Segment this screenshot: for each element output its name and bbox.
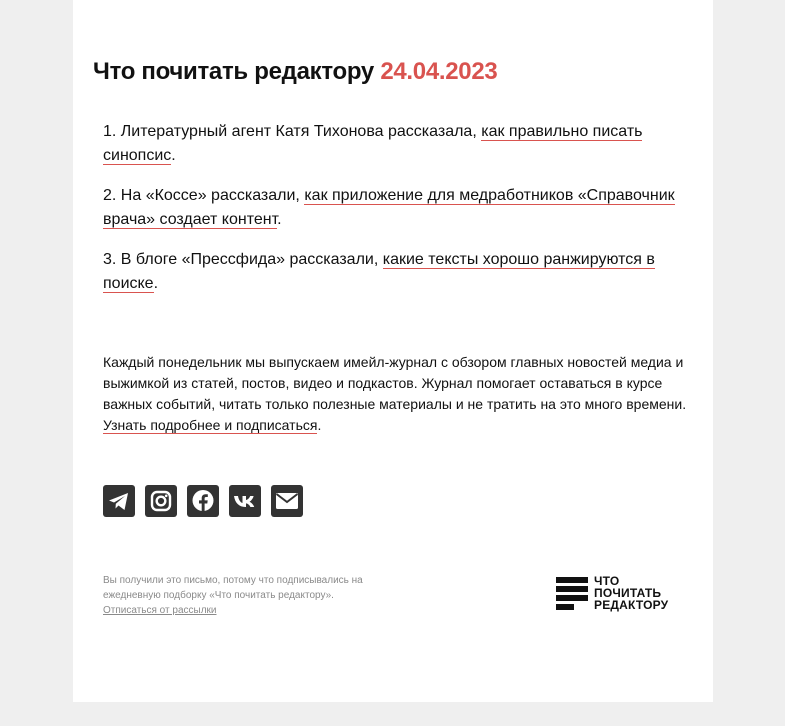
list-item xyxy=(103,184,693,232)
title-text: Что почитать редактору xyxy=(93,58,374,85)
social-links xyxy=(103,485,303,517)
brand-logo[interactable] xyxy=(556,575,686,613)
article-list xyxy=(103,120,693,312)
footer-note xyxy=(103,573,403,618)
newsletter-description xyxy=(103,352,693,436)
logo-text xyxy=(594,575,668,611)
article-link[interactable]: какие тексты хорошо ранжируются в поиске xyxy=(103,251,655,292)
item-text: 1. Литературный агент Катя Тихонова рассказала, xyxy=(103,123,482,140)
description-suffix: . xyxy=(317,417,322,433)
item-suffix: . xyxy=(277,211,282,228)
item-text: 2. На «Коссе» рассказали, xyxy=(103,187,305,204)
item-suffix: . xyxy=(171,147,176,164)
logo-line-2: ПОЧИТАТЬ xyxy=(594,586,662,600)
item-suffix: . xyxy=(153,275,159,292)
facebook-icon[interactable] xyxy=(187,485,219,517)
logo-line-3: РЕДАКТОРУ xyxy=(594,598,669,612)
list-item xyxy=(103,248,693,296)
logo-line-1: ЧТО xyxy=(594,574,620,588)
item-text: 3. В блоге «Прессфида» рассказали, xyxy=(103,251,383,268)
page-title xyxy=(93,58,497,86)
subscribe-link[interactable]: Узнать подробнее и подписаться xyxy=(103,417,318,433)
instagram-icon[interactable] xyxy=(145,485,177,517)
issue-date: 24.04.2023 xyxy=(380,58,498,85)
list-item xyxy=(103,120,693,168)
footer-text: Вы получили это письмо, потому что подписывались на ежедневную подборку «Что почитать редактору». xyxy=(103,575,363,601)
telegram-icon[interactable] xyxy=(103,485,135,517)
newsletter-card xyxy=(73,0,713,702)
logo-bars-icon xyxy=(556,577,588,611)
email-icon[interactable] xyxy=(271,485,303,517)
vk-icon[interactable] xyxy=(229,485,261,517)
unsubscribe-link[interactable]: Отписаться от рассылки xyxy=(103,605,217,616)
description-text: Каждый понедельник мы выпускаем имейл-журнал с обзором главных новостей медиа и выжимкой из статей, постов, видео и подкастов. Журнал помогает оставаться в курсе важных событий, читать только полезные материалы и не тратить на это много времени. xyxy=(103,354,687,412)
article-link[interactable]: как правильно писать синопсис xyxy=(103,123,643,164)
article-link[interactable]: как приложение для медработников «Справочник врача» создает контент xyxy=(103,187,675,228)
